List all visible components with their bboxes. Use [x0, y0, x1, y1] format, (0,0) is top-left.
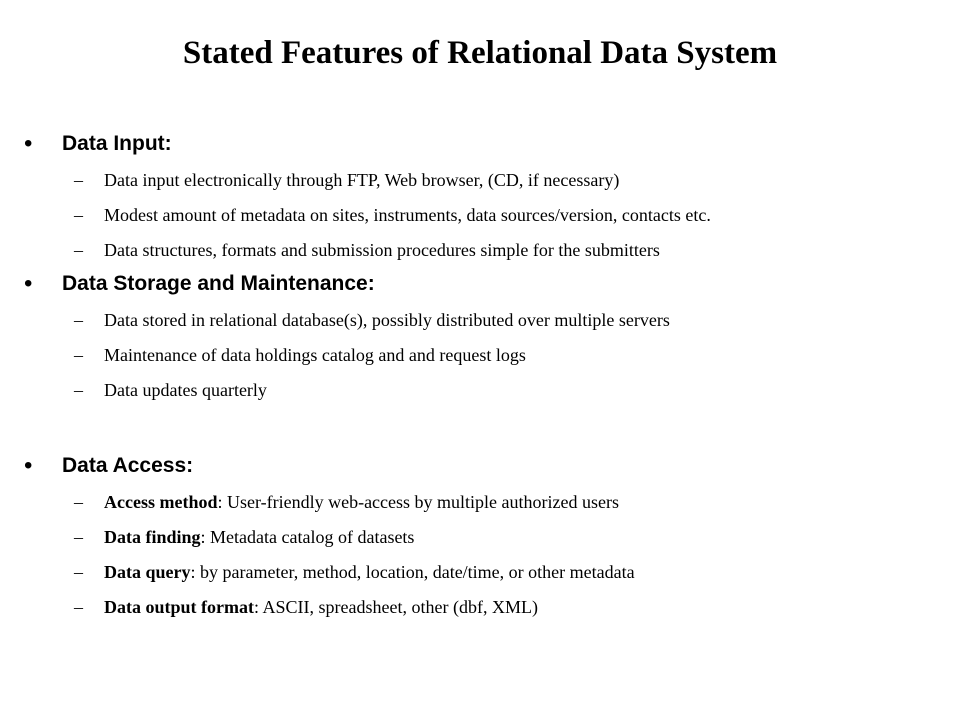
list-item-text — [104, 163, 619, 198]
item-text: : ASCII, spreadsheet, other (dbf, XML) — [254, 597, 538, 617]
list-item-text — [104, 485, 619, 520]
list-item — [0, 233, 960, 268]
dash-icon: – — [74, 527, 83, 547]
list-item-text — [104, 520, 414, 555]
list-item-text — [104, 198, 711, 233]
dash-icon: – — [74, 597, 83, 617]
list-item-text — [104, 373, 267, 408]
slide-title: Stated Features of Relational Data System — [182, 35, 778, 71]
list-item — [0, 373, 960, 408]
section-heading — [0, 449, 960, 483]
item-text: Maintenance of data holdings catalog and and request logs — [104, 345, 526, 365]
dash-icon: – — [74, 240, 83, 260]
list-item-text — [104, 233, 660, 268]
item-label: Data finding — [104, 527, 201, 547]
section-heading-text: Data Storage and Maintenance: — [62, 272, 375, 295]
bullet-icon: • — [24, 452, 33, 479]
list-item — [0, 303, 960, 338]
item-text: : by parameter, method, location, date/time, or other metadata — [190, 562, 635, 582]
dash-icon: – — [74, 380, 83, 400]
list-item-text — [104, 303, 670, 338]
dash-icon: – — [74, 170, 83, 190]
dash-icon: – — [74, 310, 83, 330]
list-item — [0, 485, 960, 520]
section-data-access — [0, 449, 960, 625]
dash-icon: – — [74, 492, 83, 512]
section-data-input — [0, 127, 960, 268]
item-text: : User-friendly web-access by multiple authorized users — [217, 492, 619, 512]
item-text: Data structures, formats and submission procedures simple for the submitters — [104, 240, 660, 260]
list-item — [0, 590, 960, 625]
item-label: Data query — [104, 562, 191, 582]
item-text: : Metadata catalog of datasets — [200, 527, 415, 547]
item-text: Data input electronically through FTP, Web browser, (CD, if necessary) — [104, 170, 620, 190]
item-label: Data output format — [104, 597, 254, 617]
list-item-text — [104, 338, 526, 373]
section-heading — [0, 127, 960, 161]
list-item — [0, 520, 960, 555]
list-item — [0, 555, 960, 590]
item-text: Modest amount of metadata on sites, instruments, data sources/version, contacts etc. — [104, 205, 711, 225]
list-item-text — [104, 555, 635, 590]
dash-icon: – — [74, 205, 83, 225]
list-item — [0, 163, 960, 198]
list-item — [0, 338, 960, 373]
section-heading-text: Data Input: — [62, 132, 172, 155]
section-heading-text: Data Access: — [62, 454, 194, 477]
dash-icon: – — [74, 562, 83, 582]
item-text: Data updates quarterly — [104, 380, 267, 400]
section-data-storage — [0, 267, 960, 408]
dash-icon: – — [74, 345, 83, 365]
list-item-text — [104, 590, 538, 625]
section-heading — [0, 267, 960, 301]
item-text: Data stored in relational database(s), possibly distributed over multiple servers — [104, 310, 670, 330]
item-label: Access method — [104, 492, 218, 512]
bullet-icon: • — [24, 130, 33, 157]
bullet-icon: • — [24, 270, 33, 297]
list-item — [0, 198, 960, 233]
